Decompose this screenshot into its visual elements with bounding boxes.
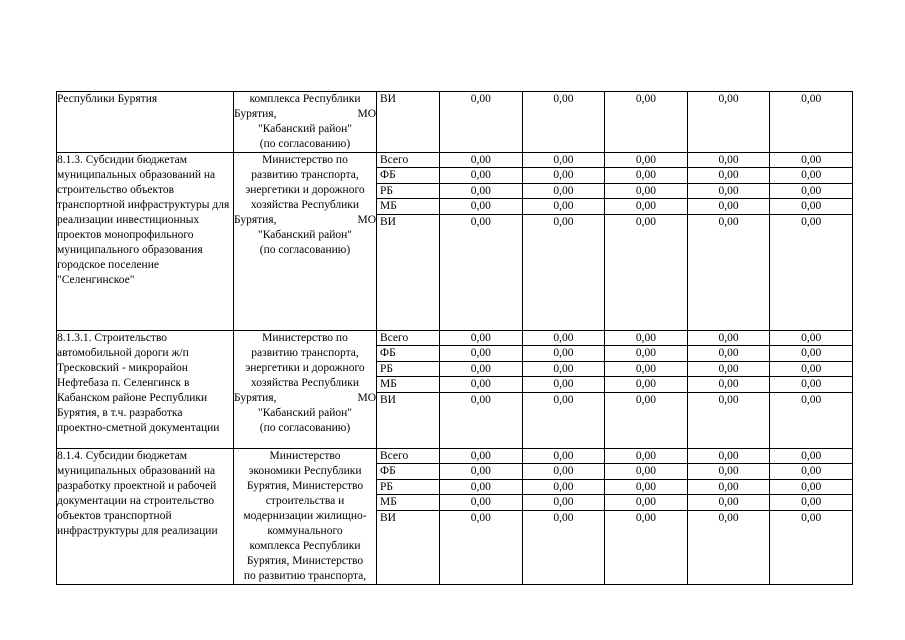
- value: 0,00: [688, 331, 770, 346]
- value-cell: [522, 449, 605, 585]
- value: 0,00: [605, 464, 687, 479]
- value: 0,00: [440, 331, 522, 346]
- value: 0,00: [770, 377, 852, 392]
- value-cell: [522, 153, 605, 331]
- executor-text: хозяйства Республики: [250, 199, 360, 211]
- value: 0,00: [635, 215, 657, 228]
- measure-name: 8.1.3. Субсидии бюджетам муниципальных образований на строительство объектов транспортной инфраструктуры для реализации инвестиционных проектов монопрофильного муниципального образования городское поселение "Селенгинское": [57, 154, 230, 286]
- value-cell: [605, 331, 688, 449]
- funding-source: МБ: [377, 199, 439, 214]
- value-cell: [770, 92, 853, 153]
- funding-source: ФБ: [377, 168, 439, 183]
- funding-source: ФБ: [377, 346, 439, 361]
- executor-text: энергетики и дорожного: [245, 362, 365, 374]
- value: 0,00: [770, 346, 852, 361]
- executor-text: коммунального: [267, 525, 343, 537]
- funding-source-cell: [377, 153, 440, 331]
- executor-text: "Кабанский район": [258, 229, 352, 241]
- value: 0,00: [605, 480, 687, 495]
- value: 0,00: [635, 511, 657, 524]
- value: 0,00: [523, 199, 605, 214]
- value: 0,00: [718, 215, 739, 228]
- executor-cell: [234, 331, 377, 449]
- value: 0,00: [553, 393, 574, 406]
- value: 0,00: [470, 215, 491, 228]
- value: 0,00: [801, 393, 822, 406]
- value: 0,00: [801, 511, 822, 524]
- executor-text: по развитию транспорта,: [243, 570, 367, 582]
- value: 0,00: [523, 153, 605, 168]
- value: 0,00: [523, 331, 605, 346]
- executor-text: "Кабанский район": [258, 407, 352, 419]
- value: 0,00: [553, 215, 574, 228]
- value: 0,00: [440, 168, 522, 183]
- value: 0,00: [523, 362, 605, 377]
- executor-text: модернизации жилищно-: [243, 510, 367, 522]
- funding-source: РБ: [377, 184, 439, 199]
- value: 0,00: [635, 93, 657, 105]
- funding-source: Всего: [377, 331, 439, 346]
- value: 0,00: [688, 199, 770, 214]
- value: 0,00: [801, 93, 822, 105]
- value: 0,00: [440, 362, 522, 377]
- table-body: [57, 92, 853, 585]
- funding-source: Всего: [377, 153, 439, 168]
- value: 0,00: [523, 495, 605, 510]
- measure-name-cell: [57, 92, 234, 153]
- funding-source: РБ: [377, 362, 439, 377]
- value: 0,00: [718, 393, 739, 406]
- table-row: [57, 153, 853, 331]
- value-cell: [687, 331, 770, 449]
- value-cell: [687, 92, 770, 153]
- value: 0,00: [770, 480, 852, 495]
- value: 0,00: [688, 377, 770, 392]
- value: 0,00: [553, 511, 574, 524]
- funding-source: ВИ: [380, 511, 396, 524]
- value: 0,00: [688, 480, 770, 495]
- executor-text: энергетики и дорожного: [245, 184, 365, 196]
- value: 0,00: [523, 168, 605, 183]
- executor-text: (по согласованию): [259, 244, 351, 256]
- funding-source-cell: [377, 92, 440, 153]
- executor-text: развитию транспорта,: [251, 169, 359, 181]
- value: 0,00: [688, 449, 770, 464]
- value: 0,00: [440, 346, 522, 361]
- measure-name-cell: [57, 449, 234, 585]
- executor-line: [234, 107, 376, 122]
- value: 0,00: [553, 93, 574, 105]
- funding-table: [56, 91, 853, 585]
- executor-text: хозяйства Республики: [250, 377, 360, 389]
- value-cell: [440, 331, 523, 449]
- executor-line: [234, 391, 376, 406]
- executor-text: (по согласованию): [259, 422, 351, 434]
- value: 0,00: [440, 377, 522, 392]
- executor-line: [234, 213, 376, 228]
- executor-text: Бурятия,: [234, 108, 277, 120]
- value: 0,00: [605, 331, 687, 346]
- value: 0,00: [770, 184, 852, 199]
- executor-cell: [234, 92, 377, 153]
- value: 0,00: [770, 495, 852, 510]
- value-cell: [770, 449, 853, 585]
- funding-source: РБ: [377, 480, 439, 495]
- executor-text: Бурятия, Министерство: [246, 555, 364, 567]
- value-cell: [440, 153, 523, 331]
- value: 0,00: [440, 495, 522, 510]
- value: 0,00: [523, 377, 605, 392]
- value: 0,00: [440, 449, 522, 464]
- executor-text: Бурятия, Министерство: [246, 480, 364, 492]
- value: 0,00: [523, 346, 605, 361]
- value: 0,00: [440, 153, 522, 168]
- value: 0,00: [523, 449, 605, 464]
- value-cell: [687, 153, 770, 331]
- value: 0,00: [718, 511, 739, 524]
- executor-text: МО: [357, 392, 376, 404]
- value: 0,00: [605, 199, 687, 214]
- table-row: [57, 92, 853, 153]
- value: 0,00: [440, 464, 522, 479]
- value: 0,00: [688, 168, 770, 183]
- value: 0,00: [605, 153, 687, 168]
- executor-text: Министерство по: [262, 154, 348, 166]
- value-cell: [687, 449, 770, 585]
- value-cell: [440, 449, 523, 585]
- funding-source: ВИ: [380, 393, 396, 406]
- value-cell: [522, 92, 605, 153]
- executor-text: МО: [357, 214, 376, 226]
- value-cell: [605, 153, 688, 331]
- value: 0,00: [523, 184, 605, 199]
- value-cell: [770, 331, 853, 449]
- funding-source: ВИ: [380, 215, 396, 228]
- table-row: [57, 331, 853, 449]
- executor-text: Министерство: [269, 450, 341, 462]
- value: 0,00: [688, 184, 770, 199]
- value: 0,00: [605, 495, 687, 510]
- value: 0,00: [688, 495, 770, 510]
- measure-name: 8.1.3.1. Строительство автомобильной дороги ж/п Тресковский - микрорайон Нефтебаза п. Селенгинск в Кабанском районе Республики Бурятия, в т.ч. разработка проектно-сметной документации: [57, 332, 220, 434]
- value: 0,00: [770, 449, 852, 464]
- value-cell: [522, 331, 605, 449]
- value: 0,00: [523, 480, 605, 495]
- funding-source: Всего: [377, 449, 439, 464]
- value: 0,00: [470, 93, 491, 105]
- funding-source: МБ: [377, 495, 439, 510]
- executor-text: строительства и: [265, 495, 345, 507]
- value: 0,00: [470, 393, 491, 406]
- value: 0,00: [605, 449, 687, 464]
- executor-text: Министерство по: [262, 332, 348, 344]
- value: 0,00: [688, 346, 770, 361]
- executor-text: Бурятия,: [234, 392, 277, 404]
- value: 0,00: [635, 393, 657, 406]
- funding-source-cell: [377, 449, 440, 585]
- value-cell: [605, 92, 688, 153]
- value: 0,00: [770, 464, 852, 479]
- value: 0,00: [440, 199, 522, 214]
- value: 0,00: [688, 464, 770, 479]
- funding-source: ВИ: [380, 93, 396, 105]
- value: 0,00: [605, 184, 687, 199]
- measure-name-cell: [57, 153, 234, 331]
- value: 0,00: [770, 362, 852, 377]
- value-cell: [605, 449, 688, 585]
- executor-cell: [234, 449, 377, 585]
- measure-name: Республики Бурятия: [57, 93, 158, 105]
- value-cell: [770, 153, 853, 331]
- value: 0,00: [688, 153, 770, 168]
- value: 0,00: [605, 168, 687, 183]
- executor-cell: [234, 153, 377, 331]
- value: 0,00: [440, 480, 522, 495]
- executor-text: экономики Республики: [248, 465, 362, 477]
- executor-text: "Кабанский район": [258, 123, 352, 135]
- value: 0,00: [605, 362, 687, 377]
- executor-text: комплекса Республики: [249, 540, 361, 552]
- value: 0,00: [801, 215, 822, 228]
- funding-source: ФБ: [377, 464, 439, 479]
- table-row: [57, 449, 853, 585]
- value: 0,00: [523, 464, 605, 479]
- funding-source-cell: [377, 331, 440, 449]
- value: 0,00: [770, 168, 852, 183]
- value: 0,00: [718, 93, 739, 105]
- executor-text: комплекса Республики: [249, 93, 361, 105]
- executor-text: (по согласованию): [259, 138, 351, 150]
- executor-text: развитию транспорта,: [251, 347, 359, 359]
- value-cell: [440, 92, 523, 153]
- executor-text: МО: [357, 108, 376, 120]
- measure-name-cell: [57, 331, 234, 449]
- value: 0,00: [770, 153, 852, 168]
- value: 0,00: [605, 346, 687, 361]
- measure-name: 8.1.4. Субсидии бюджетам муниципальных образований на разработку проектной и рабочей документации на строительство объектов транспортной инфраструктуры для реализации: [57, 450, 218, 537]
- funding-source: МБ: [377, 377, 439, 392]
- value: 0,00: [605, 377, 687, 392]
- value: 0,00: [440, 184, 522, 199]
- value: 0,00: [770, 331, 852, 346]
- executor-text: Бурятия,: [234, 214, 277, 226]
- value: 0,00: [688, 362, 770, 377]
- value: 0,00: [470, 511, 491, 524]
- value: 0,00: [770, 199, 852, 214]
